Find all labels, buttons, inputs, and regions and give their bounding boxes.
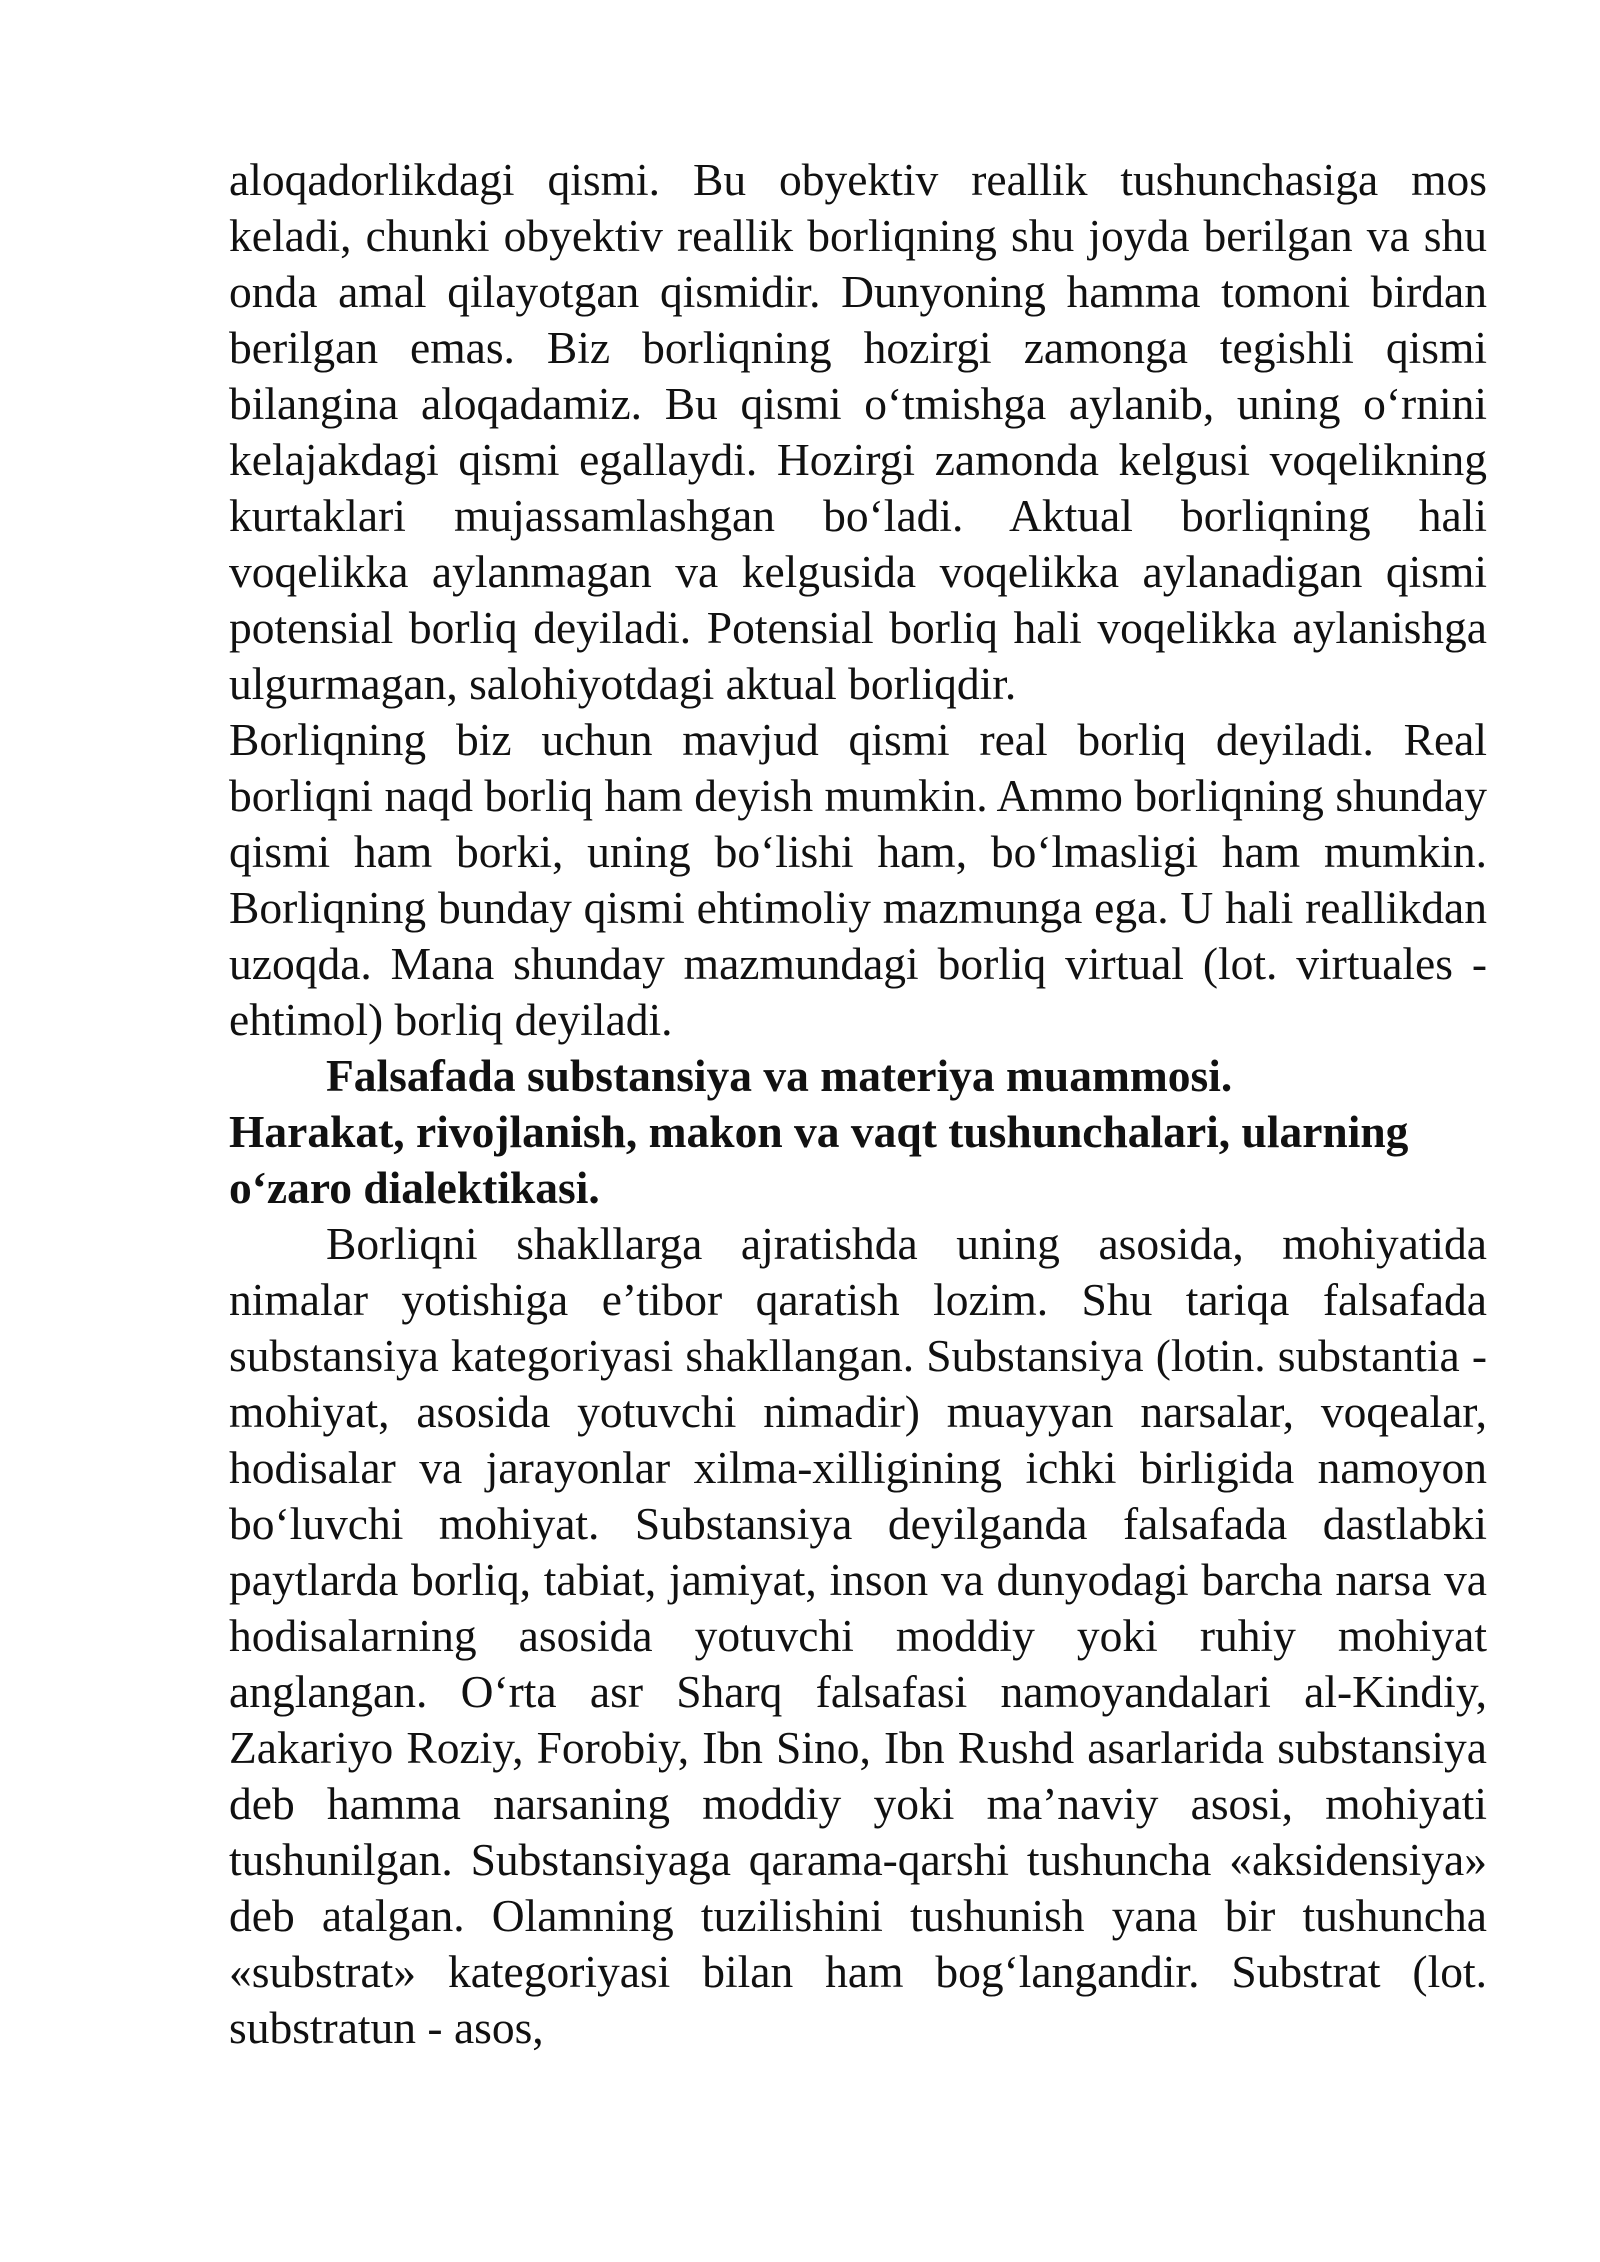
paragraph-real-virtual-being: Borliqning biz uchun mavjud qismi real borliq deyiladi. Real borliqni naqd borliq ham deyish mumkin. Ammo borliqning shunday qismi ham borki, uning bo‘lishi ham, bo‘lmasligi ham mumkin. Borliqning bunday qismi ehtimoliy mazmunga ega. U hali reallikdan uzoqda. Mana shunday mazmundagi borliq virtual (lot. virtuales - ehtimol) borliq deyiladi. <box>229 714 1487 1045</box>
section-heading-line2: Harakat, rivojlanish, makon va vaqt tushunchalari, ularning o‘zaro dialektikasi. <box>229 1106 1409 1213</box>
paragraph-substance: Borliqni shakllarga ajratishda uning asosida, mohiyatida nimalar yotishiga e’tibor qaratish lozim. Shu tariqa falsafada substansiya kategoriyasi shakllangan. Substansiya (lotin. substantia - mohiyat, asosida yotuvchi nimadir) muayyan narsalar, voqealar, hodisalar va jarayonlar xilma-xilligining ichki birligida namoyon bo‘luvchi mohiyat. Substansiya deyilganda falsafada dastlabki paytlarda borliq, tabiat, jamiyat, inson va dunyodagi barcha narsa va hodisalarning asosida yotuvchi moddiy yoki ruhiy mohiyat anglangan. O‘rta asr Sharq falsafasi namoyandalari al-Kindiy, Zakariyo Roziy, Forobiy, Ibn Sino, Ibn Rushd asarlarida substansiya deb hamma narsaning moddiy yoki ma’naviy asosi, mohiyati tushunilgan. Substansiyaga qarama-qarshi tushuncha «aksidensiya» deb atalgan. Olamning tuzilishini tushunish yana bir tushuncha «substrat» kategoriyasi bilan ham bog‘langandir. Substrat (lot. substratun - asos, <box>229 1218 1487 2053</box>
section-heading-line1: Falsafada substansiya va materiya muammosi. <box>326 1050 1233 1101</box>
document-page <box>229 152 1487 2056</box>
paragraph-actual-potential-being: aloqadorlikdagi qismi. Bu obyektiv reallik tushunchasiga mos keladi, chunki obyektiv reallik borliqning shu joyda berilgan va shu onda amal qilayotgan qismidir. Dunyoning hamma tomoni birdan berilgan emas. Biz borliqning hozirgi zamonga tegishli qismi bilangina aloqadamiz. Bu qismi o‘tmishga aylanib, uning o‘rnini kelajakdagi qismi egallaydi. Hozirgi zamonda kelgusi voqelikning kurtaklari mujassamlashgan bo‘ladi. Aktual borliqning hali voqelikka aylanmagan va kelgusida voqelikka aylanadigan qismi potensial borliq deyiladi. Potensial borliq hali voqelikka aylanishga ulgurmagan, salohiyotdagi aktual borliqdir. <box>229 154 1487 709</box>
